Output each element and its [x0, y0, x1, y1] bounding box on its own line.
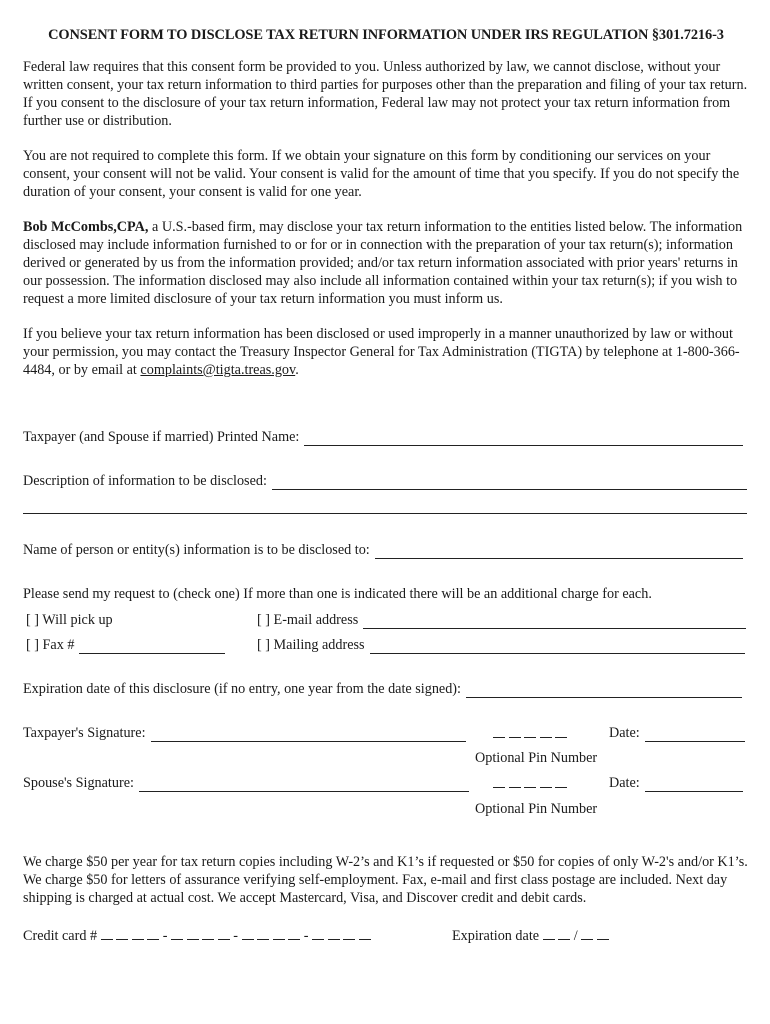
- taxpayer-signature-row: [23, 724, 466, 742]
- expiration-row: [23, 680, 742, 698]
- spouse-signature-label: Spouse's Signature:: [23, 775, 134, 791]
- spouse-pin-blanks[interactable]: [493, 774, 567, 793]
- paragraph-firm-disclosure: [23, 218, 749, 308]
- expiration-date-label: Expiration date: [452, 928, 540, 944]
- taxpayer-pin-label: Optional Pin Number: [475, 750, 598, 766]
- taxpayer-date-label: Date:: [609, 725, 640, 741]
- taxpayer-signature-label: Taxpayer's Signature:: [23, 725, 146, 741]
- spouse-signature-row: [23, 774, 469, 792]
- email-address-row: [257, 611, 746, 629]
- will-pick-up-checkbox[interactable]: [ ] Will pick up: [26, 612, 113, 628]
- paragraph-tigta: [23, 325, 749, 379]
- recipient-row: [23, 541, 743, 559]
- credit-card-label: Credit card #: [23, 928, 98, 944]
- spouse-pin-label: Optional Pin Number: [475, 801, 598, 817]
- taxpayer-date-row: [609, 724, 745, 742]
- description-line-2-wrap: [23, 513, 747, 514]
- spouse-date-label: Date:: [609, 775, 640, 791]
- tigta-email-link[interactable]: complaints@tigta.treas.gov: [140, 362, 296, 378]
- recipient-line[interactable]: [375, 545, 743, 559]
- fax-line[interactable]: [79, 640, 225, 654]
- mailing-address-line[interactable]: [370, 640, 745, 654]
- fax-row: [26, 636, 225, 654]
- description-row: [23, 472, 747, 490]
- taxpayer-name-label: Taxpayer (and Spouse if married) Printed Name:: [23, 429, 300, 445]
- form-title: CONSENT FORM TO DISCLOSE TAX RETURN INFORMATION UNDER IRS REGULATION §301.7216-3: [48, 27, 724, 43]
- spouse-signature-line[interactable]: [139, 778, 469, 792]
- send-request-text: Please send my request to (check one) If more than one is indicated there will be an additional charge for each.: [23, 586, 652, 602]
- fax-checkbox[interactable]: [ ] Fax #: [26, 637, 75, 653]
- description-label: Description of information to be disclosed:: [23, 473, 267, 489]
- mailing-address-row: [257, 636, 745, 654]
- paragraph-federal-law: Federal law requires that this consent form be provided to you. Unless authorized by law, we cannot disclose, without your written consent, your tax return information to third parties for purposes other than the preparation and filing of your tax return. If you consent to the disclosure of your tax return information, Federal law may not protect your tax return information from further use or distribution.: [23, 59, 748, 129]
- firm-disclosure-text: a U.S.-based firm, may disclose your tax return information to the entities listed below. The information disclosed may include information furnished to or for or in connection with the preparation of your tax return(s); information derived or generated by us from the information provided; and/or tax return information associated with prior years' returns in our possession. The information disclosed may also include all information contained within your tax return(s); if you wish to request a more limited disclosure of your tax return information you must inform us.: [23, 219, 743, 307]
- expiration-date-blanks[interactable]: /: [543, 928, 609, 944]
- credit-card-blanks[interactable]: - - -: [101, 928, 371, 944]
- firm-name: Bob McCombs,CPA,: [23, 219, 149, 235]
- email-address-checkbox[interactable]: [ ] E-mail address: [257, 612, 359, 628]
- tigta-text: If you believe your tax return information has been disclosed or used improperly in a manner unauthorized by law or without your permission, you may contact the Treasury Inspector General for Tax Administration (TIGTA) by telephone at 1-800-366-4484, or by email at: [23, 326, 740, 378]
- consent-form: [23, 26, 749, 396]
- taxpayer-date-line[interactable]: [645, 728, 745, 742]
- taxpayer-name-row: [23, 428, 743, 446]
- paragraph-not-required: You are not required to complete this form. If we obtain your signature on this form by conditioning our services on your consent, your consent will not be valid. Your consent is valid for the amount of time that you specify. If you do not specify the duration of your consent, your consent is valid for one year.: [23, 148, 740, 200]
- tigta-end: .: [295, 362, 299, 378]
- expiration-label: Expiration date of this disclosure (if no entry, one year from the date signed):: [23, 681, 461, 697]
- paragraph-charges: We charge $50 per year for tax return copies including W-2’s and K1’s if requested or $50 for copies of only W-2's and/or K1’s. We charge $50 for letters of assurance verifying self-employment. Fax, e-mail and first class postage are included. Next day shipping is charged at actual cost. We accept Mastercard, Visa, and Discover credit and debit cards.: [23, 854, 748, 906]
- taxpayer-pin-blanks[interactable]: [493, 724, 567, 743]
- spouse-date-row: [609, 774, 743, 792]
- recipient-label: Name of person or entity(s) information is to be disclosed to:: [23, 542, 370, 558]
- expiration-date-row: [452, 926, 609, 945]
- spouse-date-line[interactable]: [645, 778, 743, 792]
- email-address-line[interactable]: [363, 615, 746, 629]
- description-line-2[interactable]: [23, 513, 747, 514]
- taxpayer-signature-line[interactable]: [151, 728, 466, 742]
- taxpayer-name-line[interactable]: [304, 432, 743, 446]
- description-line[interactable]: [272, 476, 747, 490]
- credit-card-row: [23, 926, 371, 945]
- expiration-line[interactable]: [466, 684, 742, 698]
- mailing-address-checkbox[interactable]: [ ] Mailing address: [257, 637, 365, 653]
